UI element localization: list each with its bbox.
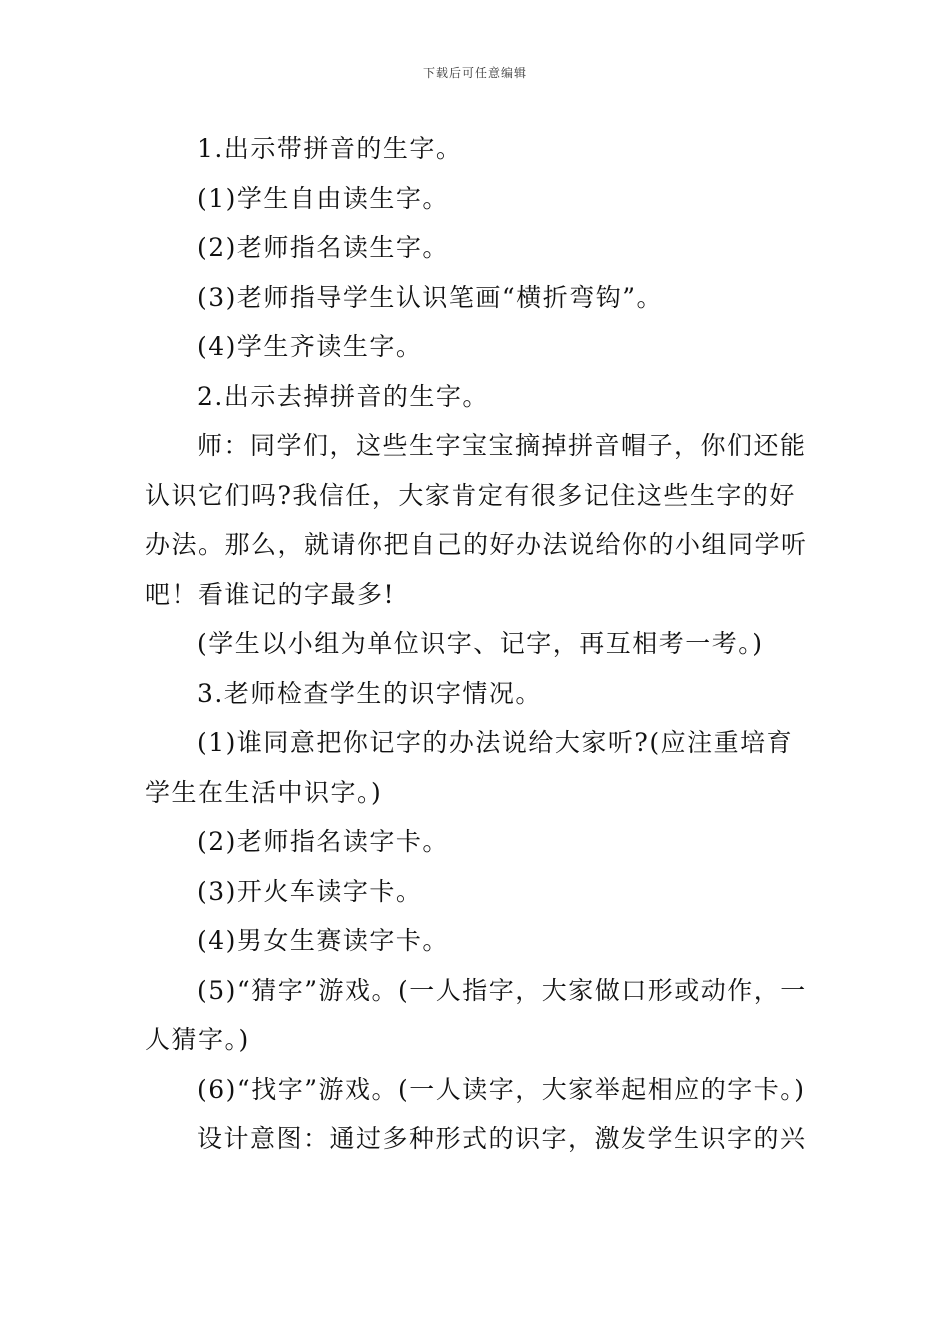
paragraph: (5)“猜字”游戏。(一人指字，大家做口形或动作，一人猜字。) xyxy=(145,975,807,1054)
paragraph: 设计意图：通过多种形式的识字，激发学生识字的兴 xyxy=(197,1124,807,1153)
paragraph: 师：同学们，这些生字宝宝摘掉拼音帽子，你们还能认识它们吗?我信任，大家肯定有很多记住这些生字的好办法。那么，就请你把自己的好办法说给你的小组同学听吧！看谁记的字最多! xyxy=(145,431,808,609)
paragraph: (3)老师指导学生认识笔画“横折弯钩”。 xyxy=(197,282,663,312)
page-header: 下载后可任意编辑 xyxy=(422,66,527,80)
paragraph: (1)学生自由读生字。 xyxy=(197,183,449,213)
paragraph: (学生以小组为单位识字、记字，再互相考一考。) xyxy=(197,629,764,658)
paragraph: (4)学生齐读生字。 xyxy=(197,332,423,361)
paragraph: (6)“找字”游戏。(一人读字，大家举起相应的字卡。) xyxy=(197,1074,806,1104)
paragraph: 3.老师检查学生的识字情况。 xyxy=(197,678,542,708)
paragraph: 1.出示带拼音的生字。 xyxy=(197,134,463,163)
paragraph: (2)老师指名读字卡。 xyxy=(197,827,449,856)
paragraph: (2)老师指名读生字。 xyxy=(197,233,449,262)
paragraph: 2.出示去掉拼音的生字。 xyxy=(197,381,489,411)
paragraph: (4)男女生赛读字卡。 xyxy=(197,926,449,955)
paragraph: (3)开火车读字卡。 xyxy=(197,876,423,906)
paragraph: (1)谁同意把你记字的办法说给大家听?(应注重培育学生在生活中识字。) xyxy=(145,728,794,807)
document-body xyxy=(145,124,810,1164)
